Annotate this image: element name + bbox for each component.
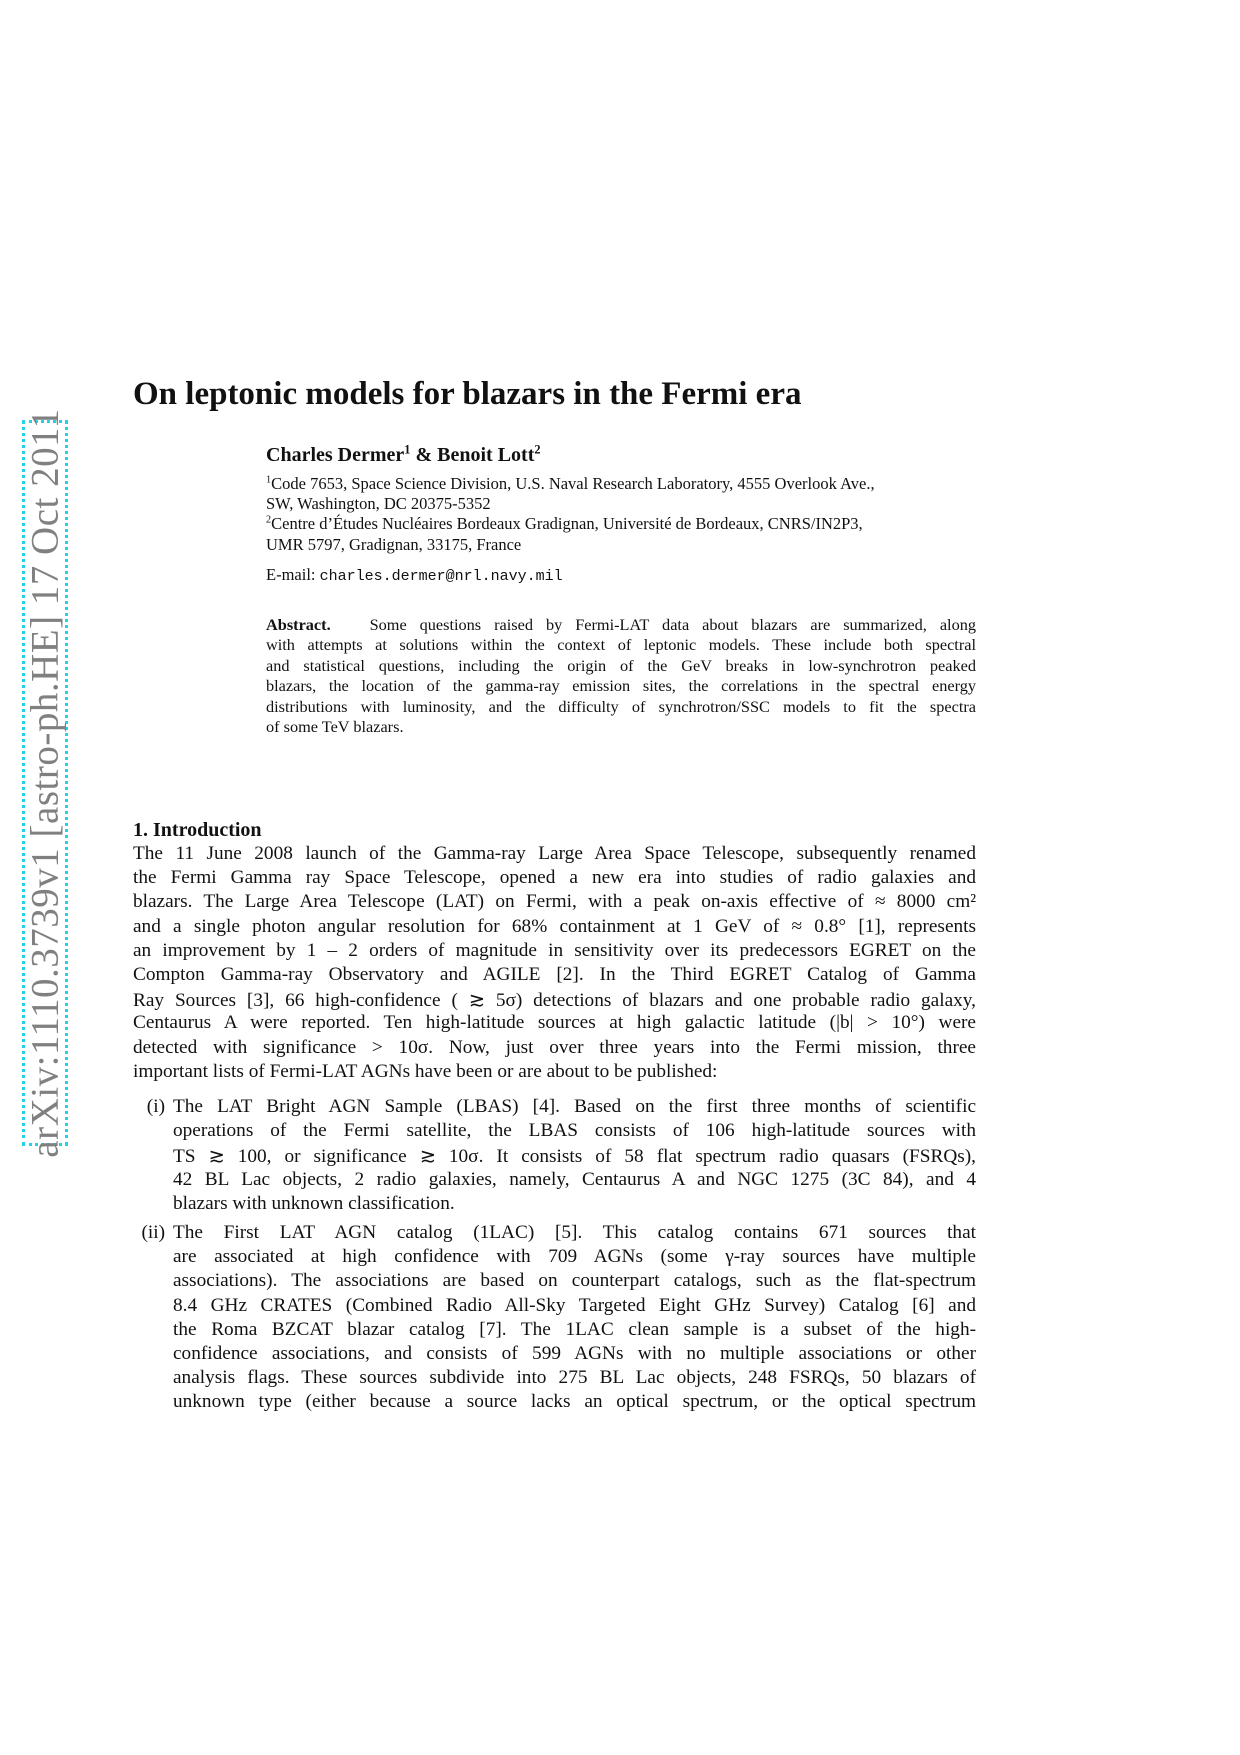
abstract-text: with attempts at solutions within the context of leptonic models. These include both spectral (266, 635, 976, 655)
abstract-line (266, 717, 976, 737)
email-label: E-mail: (266, 565, 320, 584)
list-item-line: TS ≳ 100, or significance ≳ 10σ. It consists of 58 flat spectrum radio quasars (FSRQs), (173, 1146, 976, 1168)
paragraph-line: important lists of Fermi-LAT AGNs have been or are about to be published: (133, 1060, 718, 1082)
paragraph-line: Compton Gamma-ray Observatory and AGILE [2]. In the Third EGRET Catalog of Gamma (133, 964, 976, 985)
abstract-label: Abstract. (266, 615, 331, 634)
email-address[interactable]: charles.dermer@nrl.navy.mil (319, 568, 563, 585)
list-item-line: the Roma BZCAT blazar catalog [7]. The 1LAC clean sample is a subset of the high- (173, 1318, 976, 1340)
paper-title: On leptonic models for blazars in the Fermi era (133, 376, 802, 412)
abstract-line (266, 656, 976, 676)
list-item-label: (i) (146, 1096, 165, 1117)
list-item-line: are associated at high confidence with 709 AGNs (some γ-ray sources have multiple (173, 1246, 976, 1268)
paragraph-line: The 11 June 2008 launch of the Gamma-ray Large Area Space Telescope, subsequently renamed (133, 843, 976, 864)
arxiv-identifier: arXiv:1110.3739v1 [astro-ph.HE] 17 Oct 2011 (23, 408, 67, 1158)
paragraph-line: Centaurus A were reported. Ten high-latitude sources at high galactic latitude (|b| > 10°) were (133, 1012, 976, 1034)
affiliation-line (266, 494, 491, 514)
list-item-line: The LAT Bright AGN Sample (LBAS) [4]. Based on the first three months of scientific (173, 1096, 976, 1117)
list-item-line: unknown type (either because a source lacks an optical spectrum, or the optical spectrum (173, 1391, 976, 1413)
abstract-line (266, 676, 976, 696)
list-item-line: 42 BL Lac objects, 2 radio galaxies, namely, Centaurus A and NGC 1275 (3C 84), and 4 (173, 1168, 976, 1190)
list-item-line: operations of the Fermi satellite, the LBAS consists of 106 high-latitude sources with (173, 1120, 976, 1142)
abstract-text: and statistical questions, including the origin of the GeV breaks in low-synchrotron peaked (266, 655, 976, 675)
affiliation-text: Code 7653, Space Science Division, U.S. Naval Research Laboratory, 4555 Overlook Ave., (271, 474, 875, 493)
abstract-line (266, 615, 976, 635)
abstract-text: Some questions raised by Fermi-LAT data about blazars are summarized, along (369, 615, 976, 634)
affiliation-text: UMR 5797, Gradignan, 33175, France (266, 535, 522, 554)
list-item-line: analysis flags. These sources subdivide into 275 BL Lac objects, 248 FSRQs, 50 blazars of (173, 1367, 976, 1389)
author-separator: & (410, 444, 438, 466)
affiliation-line (266, 474, 875, 494)
affiliation-line (266, 514, 863, 534)
author-list (266, 444, 541, 467)
affiliation-line (266, 535, 521, 555)
list-item-line: blazars with unknown classification. (173, 1192, 455, 1214)
paragraph-line: and a single photon angular resolution for 68% containment at 1 GeV of ≈ 0.8° [1], represents (133, 915, 976, 937)
author-name: Benoit Lott (437, 444, 535, 466)
author-affiliation-mark: 1 (404, 442, 411, 457)
list-item-line: 8.4 GHz CRATES (Combined Radio All-Sky Targeted Eight GHz Survey) Catalog [6] and (173, 1294, 976, 1316)
list-item-line: associations). The associations are based on counterpart catalogs, such as the flat-spectrum (173, 1270, 976, 1292)
list-item-line: The First LAT AGN catalog (1LAC) [5]. This catalog contains 671 sources that (173, 1222, 976, 1243)
affiliation-text: Centre d’Études Nucléaires Bordeaux Gradignan, Université de Bordeaux, CNRS/IN2P3, (271, 514, 863, 533)
abstract-text: distributions with luminosity, and the difficulty of synchrotron/SSC models to fit the spectra (266, 696, 976, 716)
author-affiliation-mark: 2 (534, 442, 541, 457)
abstract-text: blazars, the location of the gamma-ray emission sites, the correlations in the spectral energy (266, 676, 976, 696)
author-name: Charles Dermer (266, 444, 405, 466)
paragraph-line: the Fermi Gamma ray Space Telescope, opened a new era into studies of radio galaxies and (133, 867, 976, 889)
abstract-line (266, 697, 976, 717)
abstract-text: of some TeV blazars. (266, 717, 404, 736)
paragraph-line: Ray Sources [3], 66 high-confidence ( ≳ 5σ) detections of blazars and one probable radio galaxy, (133, 990, 976, 1012)
affiliation-text: SW, Washington, DC 20375-5352 (266, 494, 491, 513)
paragraph-line: detected with significance > 10σ. Now, just over three years into the Fermi mission, three (133, 1036, 976, 1058)
list-item-label: (ii) (141, 1222, 165, 1243)
affiliation-mark: 1 (266, 474, 272, 486)
list-item-line: confidence associations, and consists of 599 AGNs with no multiple associations or other (173, 1343, 976, 1364)
paragraph-line: blazars. The Large Area Telescope (LAT) on Fermi, with a peak on-axis effective of ≈ 8000 cm² (133, 891, 976, 913)
affiliation-mark: 2 (266, 514, 272, 526)
arxiv-sidebar-stamp (22, 408, 68, 1158)
paragraph-line: an improvement by 1 – 2 orders of magnitude in sensitivity over its predecessors EGRET on the (133, 939, 976, 961)
abstract-line (266, 635, 976, 655)
email-line (266, 565, 563, 585)
section-heading: 1. Introduction (133, 819, 262, 841)
